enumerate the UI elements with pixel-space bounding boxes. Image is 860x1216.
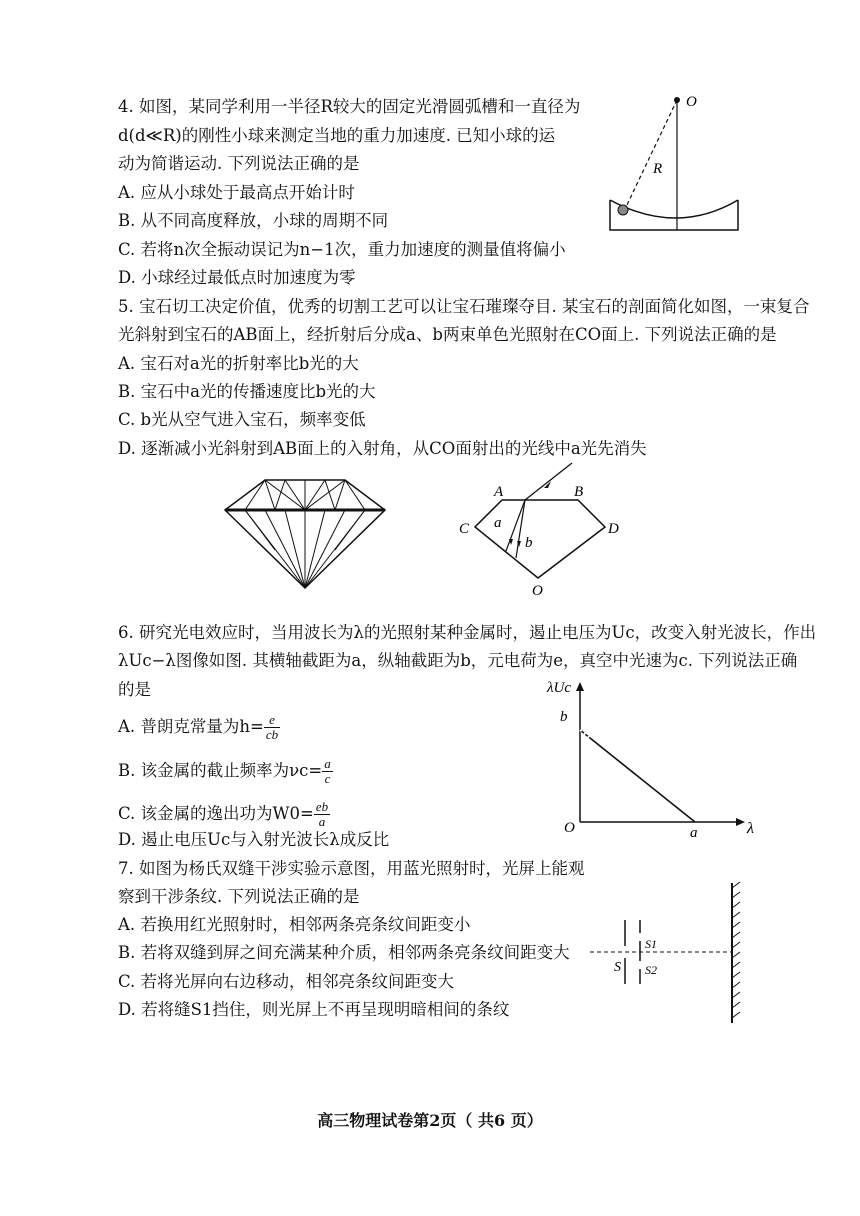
fraction-b-den: c [324, 771, 331, 786]
q6-option-d: D. 遏止电压Uc与入射光波长λ成反比 [118, 830, 390, 849]
q4-option-d: D. 小球经过最低点时加速度为零 [118, 268, 356, 287]
label-b-point: B [574, 484, 584, 500]
q6-option-c-text: C. 该金属的逸出功为W0= [118, 804, 314, 823]
q6-line3: 的是 [118, 680, 151, 699]
fraction-a [264, 713, 280, 742]
q7-option-d: D. 若将缝S1挡住，则光屏上不再呈现明暗相间的条纹 [118, 1000, 510, 1019]
origin-label: O [564, 820, 575, 836]
series-line-segment [580, 730, 695, 822]
fraction-b-num: a [324, 756, 331, 771]
label-ray-b: b [525, 535, 533, 551]
q6-option-a [118, 713, 280, 742]
q6-option-b [118, 757, 333, 786]
q5-option-c: C. b光从空气进入宝石，频率变低 [118, 410, 366, 429]
q6-option-c [118, 800, 330, 829]
q7-option-a: A. 若换用红光照射时，相邻两条亮条纹间距变小 [118, 915, 471, 934]
chart-axes [576, 682, 745, 826]
q5-option-b: B. 宝石中a光的传播速度比b光的大 [118, 382, 376, 401]
label-a-point: A [494, 484, 504, 500]
label-o: O [686, 94, 697, 110]
q6-line2: λUc−λ图像如图. 其横轴截距为a，纵轴截距为b，元电荷为e，真空中光速为c. 下列说法正确 [118, 651, 798, 670]
label-c-point: C [459, 521, 470, 537]
label-slit-s: S [614, 960, 621, 975]
label-o-point: O [532, 583, 543, 599]
q7-option-b: B. 若将双缝到屏之间充满某种介质，相邻两条亮条纹间距变大 [118, 943, 570, 962]
q4-option-a: A. 应从小球处于最高点开始计时 [118, 183, 355, 202]
q5-option-a: A. 宝石对a光的折射率比b光的大 [118, 354, 359, 373]
q7-line2: 察到干涉条纹. 下列说法正确的是 [118, 887, 360, 906]
y-intercept-label: b [560, 709, 568, 725]
label-slit-s1: S1 [645, 937, 657, 951]
arc-groove-figure [580, 88, 750, 238]
photoelectric-chart [540, 672, 760, 842]
q4-line1: 4. 如图，某同学利用一半径R较大的固定光滑圆弧槽和一直径为 [118, 97, 581, 116]
q7-option-c: C. 若将光屏向右边移动，相邻亮条纹间距变大 [118, 972, 455, 991]
series-dash-start [580, 730, 589, 737]
q4-option-c: C. 若将n次全振动误记为n−1次，重力加速度的测量值将偏小 [118, 240, 566, 259]
x-intercept-label: a [690, 825, 698, 841]
q4-line2: d(d≪R)的刚性小球来测定当地的重力加速度. 已知小球的运 [118, 126, 556, 145]
q6-option-a-text: A. 普朗克常量为h= [118, 717, 264, 736]
q4-option-b: B. 从不同高度释放，小球的周期不同 [118, 211, 389, 230]
fraction-a-den: cb [265, 727, 279, 742]
fraction-a-num: e [264, 713, 280, 728]
chart-series [580, 730, 695, 822]
diamond-figure [220, 470, 390, 592]
label-r: R [653, 161, 663, 177]
q6-option-b-text: B. 该金属的截止频率为νc= [118, 761, 323, 780]
page-footer: 高三物理试卷第2页（ 共6 页） [317, 1111, 543, 1130]
fraction-b [322, 757, 333, 786]
x-axis-label: λ [747, 820, 754, 837]
q5-line1: 5. 宝石切工决定价值，优秀的切割工艺可以让宝石璀璨夺目. 某宝石的剖面简化如图，一束复合 [118, 297, 810, 316]
fraction-c [314, 800, 330, 829]
label-slit-s2: S2 [645, 963, 657, 977]
gem-section-figure [450, 455, 640, 600]
y-axis-label: λUc [547, 680, 571, 696]
q4-line3: 动为简谐运动. 下列说法正确的是 [118, 154, 360, 173]
q5-line2: 光斜射到宝石的AB面上，经折射后分成a、b两束单色光照射在CO面上. 下列说法正确的是 [118, 325, 777, 344]
q5-option-d: D. 逐渐减小光斜射到AB面上的入射角，从CO面射出的光线中a光先消失 [118, 439, 647, 458]
fraction-c-den: a [318, 814, 326, 829]
q6-line1: 6. 研究光电效应时，当用波长为λ的光照射某种金属时，遏止电压为Uc，改变入射光波长，作出 [118, 623, 817, 642]
double-slit-figure [585, 878, 745, 1028]
fraction-c-num: eb [315, 799, 329, 814]
label-ray-a: a [494, 515, 502, 531]
label-d-point: D [608, 521, 619, 537]
q7-line1: 7. 如图为杨氏双缝干涉实验示意图，用蓝光照射时，光屏上能观 [118, 859, 585, 878]
